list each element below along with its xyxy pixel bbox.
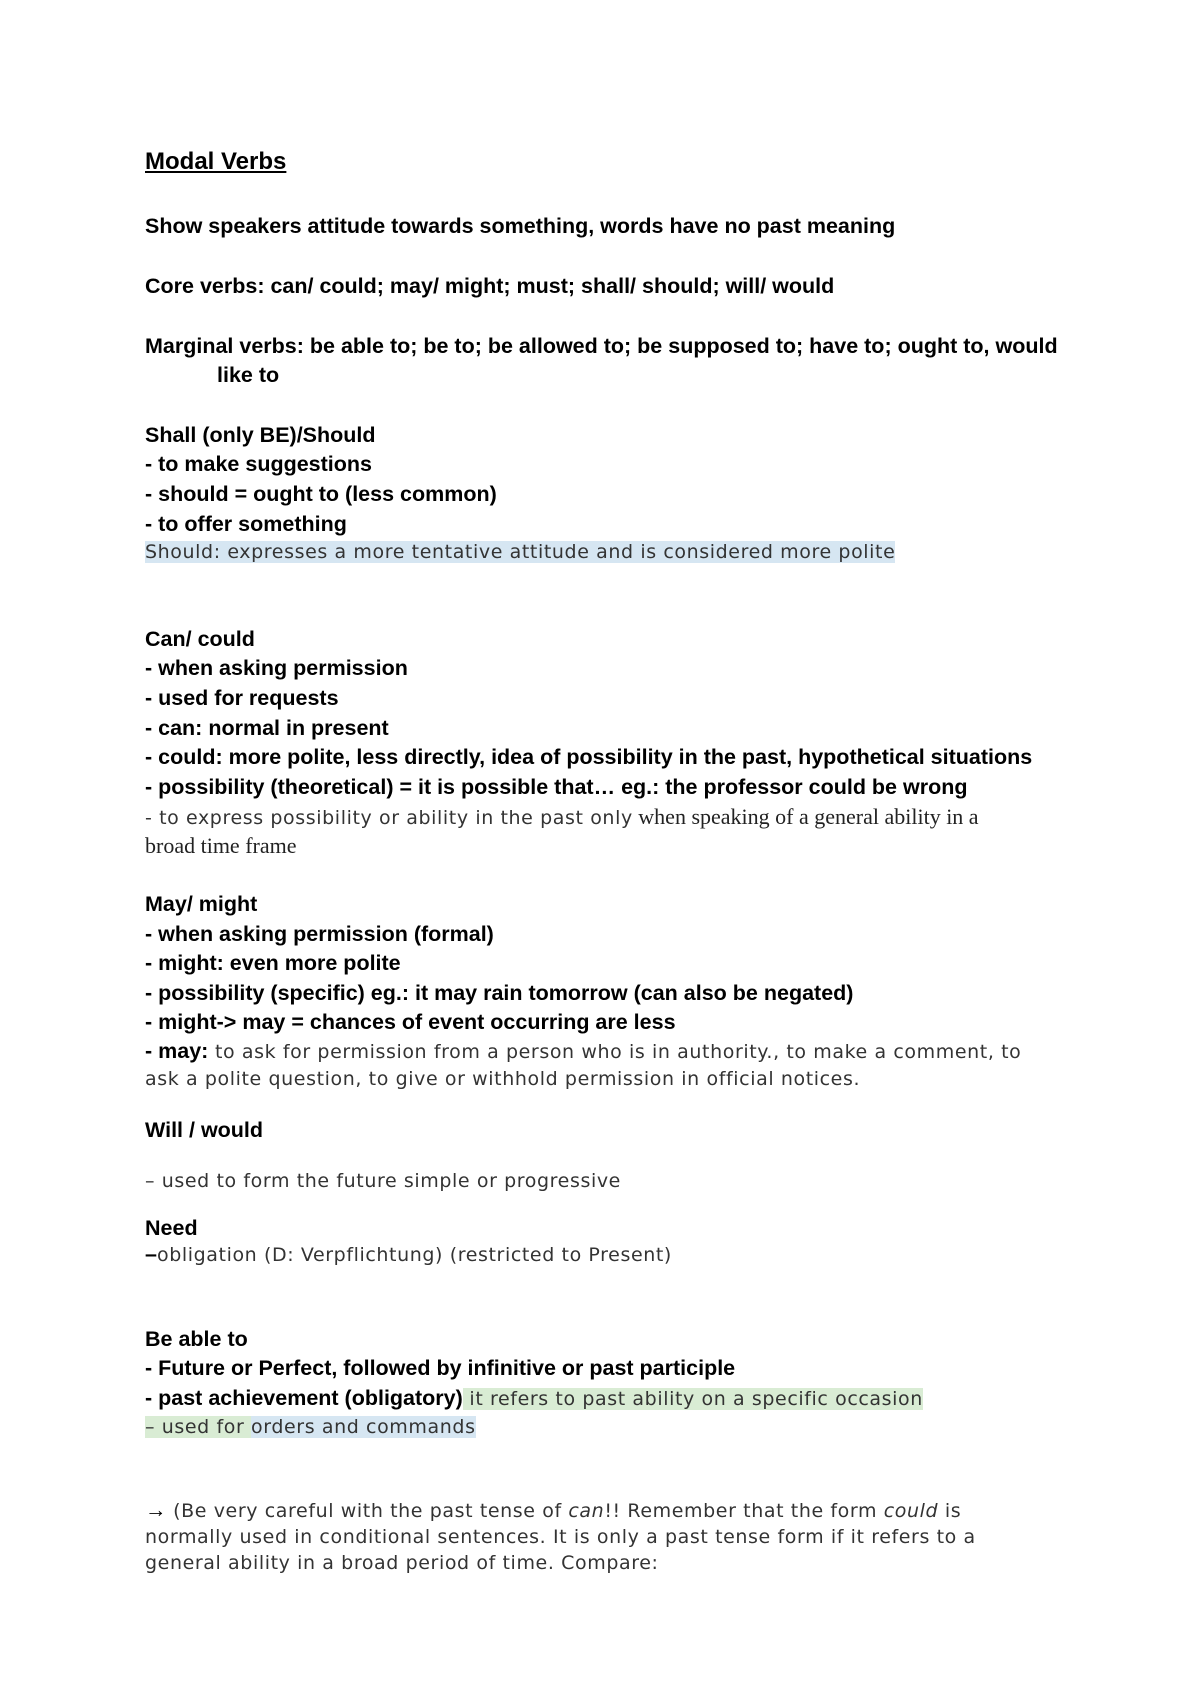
careful-text1: (Be very careful with the past tense of — [166, 1500, 569, 1522]
list-item: - should = ought to (less common) — [145, 482, 497, 506]
marginal-verbs-line2: like to — [217, 363, 280, 387]
list-item: - could: more polite, less directly, idea of possibility in the past, hypothetical situations — [145, 745, 1033, 769]
careful-can-word: can — [568, 1500, 605, 1522]
list-item: - can: normal in present — [145, 716, 389, 740]
be-able-item2-bold: - past achievement (obligatory) — [145, 1386, 463, 1410]
list-item: - when asking permission — [145, 656, 408, 680]
can-note-line1 — [145, 803, 979, 832]
may-heading: May/ might — [145, 892, 258, 916]
be-able-item3-part2: orders and commands — [251, 1416, 476, 1438]
need-dash: – — [145, 1242, 157, 1266]
be-able-item2-note: it refers to past ability on a specific occasion — [462, 1388, 923, 1410]
may-note-rest: to ask for permission from a person who is in authority., to make a comment, to — [208, 1041, 1022, 1063]
list-item: - might-> may = chances of event occurring are less — [145, 1010, 676, 1034]
list-item: - possibility (specific) eg.: it may rain tomorrow (can also be negated) — [145, 981, 854, 1005]
arrow-icon: → — [145, 1498, 167, 1522]
core-verbs-text: Core verbs: can/ could; may/ might; must; shall/ should; will/ would — [145, 274, 835, 298]
careful-line3: general ability in a broad period of time. Compare: — [145, 1552, 659, 1574]
can-note-part2: when speaking of a general ability in a — [632, 804, 979, 829]
will-note: – used to form the future simple or progressive — [145, 1170, 621, 1192]
can-note-part1: - to express possibility or ability in the past only — [145, 807, 633, 829]
may-note-line1 — [145, 1037, 1021, 1066]
careful-could-word: could — [883, 1500, 939, 1522]
will-heading: Will / would — [145, 1118, 264, 1142]
list-item: - might: even more polite — [145, 951, 401, 975]
be-able-item3 — [145, 1412, 476, 1441]
be-able-item2 — [145, 1384, 923, 1413]
list-item: - to offer something — [145, 512, 347, 536]
shall-heading: Shall (only BE)/Should — [145, 423, 376, 447]
need-note — [145, 1240, 672, 1269]
can-heading: Can/ could — [145, 627, 255, 651]
shall-note-text: Should: expresses a more tentative attitude and is considered more polite — [145, 541, 896, 563]
list-item: - used for requests — [145, 686, 339, 710]
be-able-item3-part1: – used for — [145, 1416, 252, 1438]
careful-line1 — [145, 1496, 961, 1525]
list-item: - to make suggestions — [145, 452, 372, 476]
shall-note — [145, 537, 895, 566]
list-item: - Future or Perfect, followed by infinitive or past participle — [145, 1356, 736, 1380]
be-able-heading: Be able to — [145, 1327, 248, 1351]
list-item: - possibility (theoretical) = it is possible that… eg.: the professor could be wrong — [145, 775, 968, 799]
need-heading: Need — [145, 1216, 198, 1240]
intro-text: Show speakers attitude towards something, words have no past meaning — [145, 214, 896, 238]
careful-text2: !! Remember that the form — [604, 1500, 884, 1522]
careful-line2: normally used in conditional sentences. It is only a past tense form if it refers to a — [145, 1526, 976, 1548]
list-item: - when asking permission (formal) — [145, 922, 494, 946]
page-title: Modal Verbs — [145, 148, 287, 175]
marginal-verbs-line1: Marginal verbs: be able to; be to; be allowed to; be supposed to; have to; ought to, would — [145, 334, 1058, 358]
need-note-text: obligation (D: Verpflichtung) (restricted to Present) — [156, 1244, 672, 1266]
may-note-prefix: - may: — [145, 1039, 209, 1063]
careful-text3: is — [938, 1500, 962, 1522]
may-note-line2: ask a polite question, to give or withhold permission in official notices. — [145, 1068, 861, 1090]
can-note-line2: broad time frame — [145, 833, 297, 858]
